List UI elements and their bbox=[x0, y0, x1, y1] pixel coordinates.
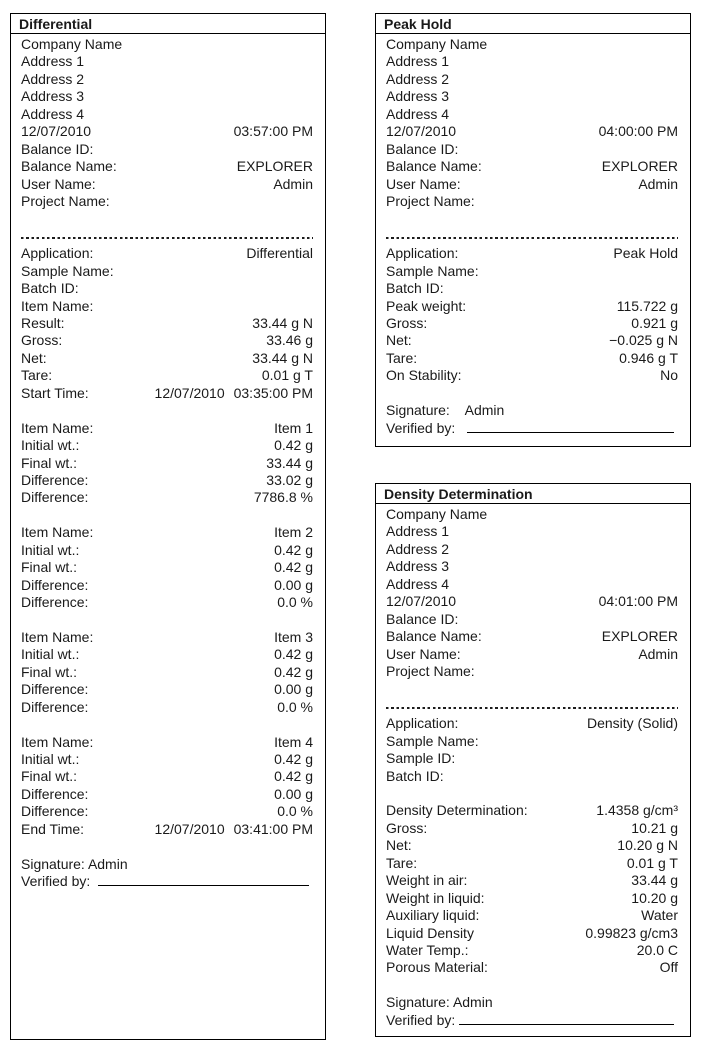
line-value: 10.20 g bbox=[631, 889, 678, 906]
receipt-line bbox=[21, 141, 313, 158]
line-label: Net: bbox=[386, 837, 412, 854]
receipt-line bbox=[386, 680, 678, 697]
receipt-line bbox=[386, 959, 678, 976]
line-label: Company Name bbox=[386, 506, 488, 522]
receipt-line bbox=[386, 350, 678, 367]
line-label: Balance Name: bbox=[386, 628, 482, 645]
line-label: Initial wt.: bbox=[21, 541, 80, 558]
line-value: EXPLORER bbox=[601, 158, 678, 175]
receipt-line bbox=[21, 803, 313, 820]
line-label: Tare: bbox=[21, 367, 53, 384]
receipt-line bbox=[386, 698, 678, 715]
line-label: Gross: bbox=[21, 332, 63, 349]
receipt-line bbox=[386, 53, 678, 70]
line-value: Item 3 bbox=[274, 628, 313, 645]
receipt-line bbox=[386, 942, 678, 959]
receipt-line bbox=[21, 524, 313, 541]
line-label: Gross: bbox=[386, 315, 428, 331]
receipt-line bbox=[386, 280, 678, 297]
line-label: Address 2 bbox=[386, 540, 450, 557]
line-label: Balance Name: bbox=[21, 158, 117, 175]
line-value: 0.0 % bbox=[277, 594, 313, 610]
line-value: 03:57:00 PM bbox=[233, 123, 313, 140]
receipt-line bbox=[386, 1012, 678, 1029]
receipt-title: Differential bbox=[11, 14, 325, 34]
receipt-line bbox=[21, 594, 313, 611]
line-label: Porous Material: bbox=[386, 959, 488, 976]
receipt-line bbox=[386, 576, 678, 593]
receipt-line bbox=[386, 855, 678, 872]
line-label: Initial wt.: bbox=[21, 437, 80, 454]
receipt-line bbox=[21, 420, 313, 437]
receipt-line bbox=[21, 367, 313, 384]
line-value: 04:00:00 PM bbox=[598, 123, 678, 140]
line-label: Signature: Admin bbox=[21, 855, 128, 872]
line-label: Net: bbox=[386, 332, 412, 349]
receipt-line bbox=[21, 716, 313, 733]
line-label: Weight in liquid: bbox=[386, 889, 485, 906]
receipt-line bbox=[21, 71, 313, 88]
line-label: Difference: bbox=[21, 576, 89, 593]
line-label: Difference: bbox=[21, 698, 89, 715]
receipt-line bbox=[386, 925, 678, 942]
receipt-line bbox=[386, 141, 678, 158]
receipt-body bbox=[11, 34, 325, 890]
verified-by-label: Verified by: bbox=[386, 419, 464, 436]
line-value: Item 2 bbox=[274, 524, 313, 541]
line-value: 0.42 g bbox=[274, 750, 313, 767]
line-value: 0.921 g bbox=[631, 315, 678, 331]
line-label: Result: bbox=[21, 315, 65, 331]
line-label: Gross: bbox=[386, 819, 428, 836]
line-label: Item Name: bbox=[21, 419, 94, 436]
receipt-line bbox=[386, 263, 678, 280]
line-label: Address 3 bbox=[21, 88, 85, 105]
receipt-line bbox=[21, 36, 313, 53]
receipt-line bbox=[386, 750, 678, 767]
receipt-line bbox=[386, 123, 678, 140]
line-label: Item Name: bbox=[21, 733, 94, 750]
line-label: Address 2 bbox=[386, 70, 450, 87]
line-label: 12/07/2010 bbox=[21, 123, 92, 140]
line-label: Sample ID: bbox=[386, 750, 456, 767]
receipt-line bbox=[386, 106, 678, 123]
receipt-line bbox=[21, 88, 313, 105]
receipt-line bbox=[21, 437, 313, 454]
line-value: 0.42 g bbox=[274, 541, 313, 558]
receipt-line bbox=[386, 402, 678, 419]
line-value: 0.0 % bbox=[277, 698, 313, 715]
receipt-line bbox=[386, 193, 678, 210]
line-label: Project Name: bbox=[21, 192, 110, 209]
receipt-line bbox=[21, 176, 313, 193]
receipt-line bbox=[386, 611, 678, 628]
line-label: Final wt.: bbox=[21, 559, 78, 576]
line-label: 12/07/2010 bbox=[386, 593, 457, 610]
receipt-line bbox=[386, 176, 678, 193]
line-label: Net: bbox=[21, 349, 47, 366]
line-label: Tare: bbox=[386, 349, 418, 366]
receipt-line bbox=[386, 785, 678, 802]
receipt-line bbox=[386, 837, 678, 854]
line-label: Item Name: bbox=[21, 297, 94, 314]
line-label: User Name: bbox=[386, 645, 461, 662]
receipt-line bbox=[386, 872, 678, 889]
line-label: Difference: bbox=[21, 594, 89, 610]
line-value: 33.44 g bbox=[266, 454, 313, 471]
line-value: 0.42 g bbox=[274, 559, 313, 576]
line-label: Batch ID: bbox=[21, 280, 79, 297]
receipt-line bbox=[21, 734, 313, 751]
receipt-line bbox=[386, 715, 678, 732]
receipt-line bbox=[386, 245, 678, 262]
line-label: Company Name bbox=[386, 36, 488, 52]
receipt-line bbox=[386, 315, 678, 332]
receipt-line bbox=[21, 786, 313, 803]
line-label: Balance Name: bbox=[386, 158, 482, 175]
receipt-title: Peak Hold bbox=[376, 14, 690, 34]
receipt-line bbox=[386, 977, 678, 994]
line-value: Item 1 bbox=[274, 419, 313, 436]
line-label: Initial wt.: bbox=[21, 646, 80, 663]
receipt-body bbox=[376, 34, 690, 437]
receipt-line bbox=[386, 523, 678, 540]
line-label: 12/07/2010 bbox=[386, 123, 457, 140]
verified-by-label: Verified by: bbox=[21, 873, 95, 889]
receipt-line bbox=[386, 820, 678, 837]
line-value: 0.00 g bbox=[274, 576, 313, 593]
line-time-value: 03:35:00 PM bbox=[233, 384, 313, 401]
receipt-line bbox=[386, 663, 678, 680]
receipt-line bbox=[386, 802, 678, 819]
line-label: Application: bbox=[386, 715, 459, 732]
line-label: Sample Name: bbox=[386, 262, 479, 279]
line-label: Address 1 bbox=[21, 53, 85, 70]
line-label: Address 4 bbox=[21, 105, 85, 122]
receipt-body bbox=[376, 504, 690, 1029]
receipt-line bbox=[386, 71, 678, 88]
line-label: Balance ID: bbox=[386, 140, 459, 157]
line-value: 0.99823 g/cm3 bbox=[585, 924, 678, 941]
receipt-line bbox=[386, 420, 678, 437]
line-label: User Name: bbox=[386, 175, 461, 192]
line-label: Difference: bbox=[21, 803, 89, 820]
line-value: Peak Hold bbox=[613, 245, 678, 262]
line-value: 0.42 g bbox=[274, 437, 313, 454]
dashed-separator bbox=[21, 237, 313, 239]
line-label: Signature: Admin bbox=[386, 402, 505, 419]
line-value: 0.946 g T bbox=[619, 349, 678, 366]
receipt-line bbox=[386, 646, 678, 663]
receipt-line bbox=[21, 507, 313, 524]
receipt-line bbox=[21, 53, 313, 70]
receipt-line bbox=[386, 558, 678, 575]
line-label: Application: bbox=[386, 245, 459, 262]
receipt-line bbox=[386, 907, 678, 924]
receipt-line bbox=[386, 733, 678, 750]
receipt-line bbox=[21, 856, 313, 873]
receipt-line bbox=[21, 193, 313, 210]
line-value: EXPLORER bbox=[236, 158, 313, 175]
signature-underline bbox=[459, 1012, 674, 1025]
receipt-line bbox=[386, 36, 678, 53]
receipt-line bbox=[21, 489, 313, 506]
line-label: Address 3 bbox=[386, 88, 450, 105]
line-value: 1.4358 g/cm³ bbox=[596, 802, 678, 819]
receipt-line bbox=[386, 768, 678, 785]
line-label: Difference: bbox=[21, 785, 89, 802]
line-label: Difference: bbox=[21, 489, 89, 506]
receipt-line bbox=[386, 228, 678, 245]
line-time-value: 03:41:00 PM bbox=[233, 820, 313, 837]
dashed-separator bbox=[386, 237, 678, 239]
receipt-line bbox=[21, 542, 313, 559]
signature-underline bbox=[467, 420, 674, 433]
line-label: Density Determination: bbox=[386, 802, 528, 819]
receipt-line bbox=[386, 88, 678, 105]
line-value: 0.42 g bbox=[274, 663, 313, 680]
line-label: User Name: bbox=[21, 175, 96, 192]
receipt-line bbox=[21, 158, 313, 175]
receipt-line bbox=[21, 577, 313, 594]
receipt-line bbox=[386, 158, 678, 175]
receipt-line bbox=[21, 629, 313, 646]
line-value: Water bbox=[641, 907, 678, 924]
receipt-line bbox=[21, 455, 313, 472]
line-value: 33.44 g bbox=[631, 872, 678, 889]
receipt-line bbox=[386, 541, 678, 558]
receipt-line bbox=[21, 611, 313, 628]
line-value: 04:01:00 PM bbox=[598, 593, 678, 610]
line-value: 33.02 g bbox=[266, 471, 313, 488]
receipt-line bbox=[386, 298, 678, 315]
line-value: 33.44 g N bbox=[252, 315, 313, 331]
receipt-line bbox=[21, 768, 313, 785]
line-label: Difference: bbox=[21, 681, 89, 698]
receipt-line bbox=[21, 280, 313, 297]
line-label: Batch ID: bbox=[386, 280, 444, 297]
line-label: Address 3 bbox=[386, 558, 450, 575]
line-value: 7786.8 % bbox=[253, 489, 313, 506]
dashed-separator bbox=[386, 707, 678, 709]
line-label: Final wt.: bbox=[21, 454, 78, 471]
receipt-line bbox=[21, 350, 313, 367]
receipt-line bbox=[21, 873, 313, 890]
receipt-line bbox=[21, 472, 313, 489]
receipt-density bbox=[375, 483, 691, 1037]
line-label: End Time: bbox=[21, 820, 85, 837]
receipt-line bbox=[386, 210, 678, 227]
receipt-line bbox=[21, 646, 313, 663]
line-value: Admin bbox=[638, 645, 678, 662]
line-value: 0.42 g bbox=[274, 646, 313, 663]
receipt-line bbox=[21, 245, 313, 262]
line-value: Density (Solid) bbox=[586, 715, 678, 732]
verified-by-label: Verified by: bbox=[386, 1011, 456, 1028]
receipt-line bbox=[21, 751, 313, 768]
receipt-line bbox=[21, 385, 313, 402]
line-value: Differential bbox=[246, 245, 313, 262]
line-value: Item 4 bbox=[274, 733, 313, 750]
receipt-line bbox=[386, 593, 678, 610]
line-date-value: 12/07/2010 bbox=[154, 820, 225, 837]
line-value: 10.21 g bbox=[631, 819, 678, 836]
line-label: Final wt.: bbox=[21, 768, 78, 785]
receipt-title: Density Determination bbox=[376, 484, 690, 504]
line-value: 33.44 g N bbox=[252, 349, 313, 366]
receipt-line bbox=[21, 402, 313, 419]
receipt-line bbox=[21, 298, 313, 315]
line-label: Signature: Admin bbox=[386, 994, 493, 1011]
line-value: 0.01 g T bbox=[626, 854, 678, 871]
receipt-line bbox=[386, 332, 678, 349]
line-value: Off bbox=[659, 959, 678, 976]
line-label: Project Name: bbox=[386, 192, 475, 209]
receipt-line bbox=[21, 838, 313, 855]
receipt-line bbox=[386, 628, 678, 645]
line-label: Company Name bbox=[21, 36, 123, 52]
line-label: Address 1 bbox=[386, 53, 450, 70]
receipt-line bbox=[21, 123, 313, 140]
line-label: Peak weight: bbox=[386, 297, 467, 314]
receipt-line bbox=[21, 332, 313, 349]
line-label: Address 4 bbox=[386, 105, 450, 122]
receipt-line bbox=[21, 664, 313, 681]
line-label: On Stability: bbox=[386, 367, 462, 384]
line-label: Water Temp.: bbox=[386, 941, 469, 958]
line-label: Project Name: bbox=[386, 662, 475, 679]
receipt-line bbox=[386, 994, 678, 1011]
line-value: 0.42 g bbox=[274, 768, 313, 785]
receipt-differential bbox=[10, 13, 326, 1040]
line-label: Address 1 bbox=[386, 523, 450, 540]
line-label: Weight in air: bbox=[386, 872, 468, 889]
line-label: Address 4 bbox=[386, 575, 450, 592]
line-value: 0.00 g bbox=[274, 681, 313, 698]
receipt-line bbox=[386, 890, 678, 907]
line-label: Item Name: bbox=[21, 628, 94, 645]
line-value: 33.46 g bbox=[266, 332, 313, 349]
receipt-line bbox=[21, 263, 313, 280]
receipt-line bbox=[21, 699, 313, 716]
line-value: EXPLORER bbox=[601, 628, 678, 645]
line-label: Balance ID: bbox=[21, 140, 94, 157]
line-label: Batch ID: bbox=[386, 767, 444, 784]
line-label: Liquid Density bbox=[386, 924, 474, 941]
receipt-line bbox=[21, 228, 313, 245]
line-value: Admin bbox=[638, 175, 678, 192]
line-label: Start Time: bbox=[21, 384, 89, 401]
receipt-line bbox=[21, 315, 313, 332]
signature-underline bbox=[98, 873, 309, 886]
line-date-value: 12/07/2010 bbox=[154, 384, 225, 401]
receipt-line bbox=[21, 559, 313, 576]
line-label: Balance ID: bbox=[386, 610, 459, 627]
line-value: Admin bbox=[273, 175, 313, 192]
line-value: 20.0 C bbox=[636, 941, 678, 958]
receipt-line bbox=[21, 210, 313, 227]
line-value: 0.0 % bbox=[277, 803, 313, 820]
line-value: No bbox=[660, 367, 678, 384]
line-value: 10.20 g N bbox=[617, 837, 678, 854]
receipt-line bbox=[21, 681, 313, 698]
line-label: Final wt.: bbox=[21, 663, 78, 680]
line-value: −0.025 g N bbox=[609, 332, 678, 349]
line-label: Auxiliary liquid: bbox=[386, 907, 480, 924]
line-label: Item Name: bbox=[21, 524, 94, 541]
line-label: Initial wt.: bbox=[21, 750, 80, 767]
line-label: Sample Name: bbox=[21, 262, 114, 279]
line-label: Sample Name: bbox=[386, 732, 479, 749]
receipt-line bbox=[386, 506, 678, 523]
receipt-line bbox=[21, 106, 313, 123]
line-value: 115.722 g bbox=[616, 297, 678, 314]
line-label: Tare: bbox=[386, 854, 418, 871]
receipt-peak-hold bbox=[375, 13, 691, 447]
line-label: Difference: bbox=[21, 471, 89, 488]
receipt-line bbox=[21, 821, 313, 838]
line-value: 0.01 g T bbox=[261, 367, 313, 384]
line-value: 0.00 g bbox=[274, 785, 313, 802]
line-label: Application: bbox=[21, 245, 94, 262]
receipt-line bbox=[386, 367, 678, 384]
line-label: Address 2 bbox=[21, 70, 85, 87]
receipt-line bbox=[386, 385, 678, 402]
